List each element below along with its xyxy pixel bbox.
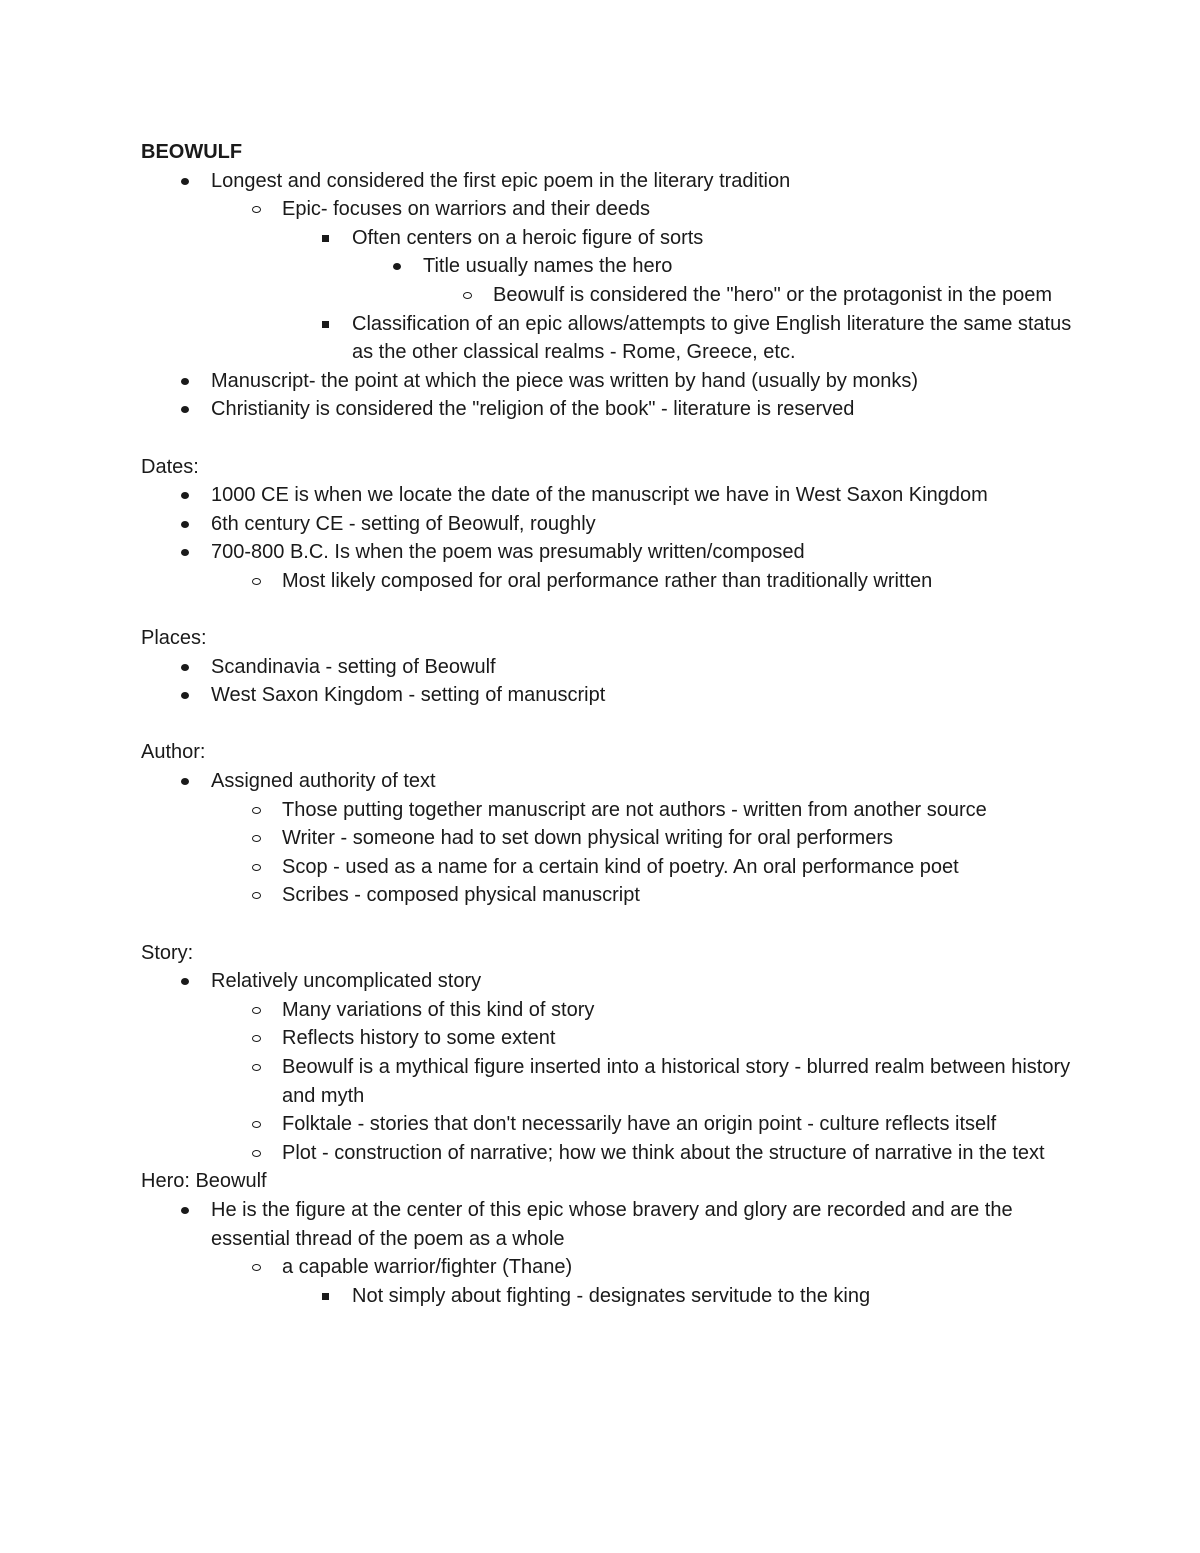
notes-section xyxy=(141,1167,1081,1310)
list-item-text: Many variations of this kind of story xyxy=(282,998,595,1021)
bullet-circle-icon xyxy=(252,1007,261,1014)
list-item xyxy=(141,310,1081,367)
list-item-text: Manuscript- the point at which the piece was written by hand (usually by monks) xyxy=(211,369,919,392)
list-item xyxy=(141,538,1081,567)
notes-section xyxy=(141,453,1081,596)
list-item xyxy=(141,653,1081,682)
list-item xyxy=(141,1139,1081,1168)
list-item xyxy=(141,281,1081,310)
list-item-text: Reflects history to some extent xyxy=(282,1027,556,1050)
bullet-circle-icon xyxy=(463,292,472,299)
bullet-circle-icon xyxy=(252,1035,261,1042)
list-item-text: 1000 CE is when we locate the date of the manuscript we have in West Saxon Kingdom xyxy=(211,484,988,507)
bullet-list xyxy=(141,653,1081,710)
list-item-text: West Saxon Kingdom - setting of manuscript xyxy=(211,684,606,707)
list-item-text: Beowulf is a mythical figure inserted into a historical story - blurred realm between history and myth xyxy=(282,1056,1071,1107)
list-item-text: Relatively uncomplicated story xyxy=(211,970,482,993)
list-item-text: Epic- focuses on warriors and their deeds xyxy=(282,198,650,221)
notes-section xyxy=(141,939,1081,1168)
list-item-text: Writer - someone had to set down physical writing for oral performers xyxy=(282,827,893,850)
list-item-text: He is the figure at the center of this epic whose bravery and glory are recorded and are the essential thread of the poem as a whole xyxy=(211,1198,1013,1250)
bullet-disc-icon xyxy=(393,263,401,270)
list-item-text: Folktale - stories that don't necessarily have an origin point - culture reflects itself xyxy=(282,1113,997,1136)
list-item-text: Scribes - composed physical manuscript xyxy=(282,884,640,907)
list-item xyxy=(141,1253,1081,1282)
list-item xyxy=(141,1282,1081,1311)
bullet-list xyxy=(141,1196,1081,1310)
bullet-list xyxy=(141,767,1081,910)
list-item xyxy=(141,881,1081,910)
list-item xyxy=(141,195,1081,224)
list-item xyxy=(141,367,1081,396)
bullet-circle-icon xyxy=(252,835,261,842)
list-item-text: Scandinavia - setting of Beowulf xyxy=(211,655,496,678)
list-item-text: Classification of an epic allows/attempts to give English literature the same status as the other classical realms - Rome, Greece, etc. xyxy=(352,312,1072,364)
list-item xyxy=(141,567,1081,596)
list-item-text: Those putting together manuscript are not authors - written from another source xyxy=(282,798,987,821)
list-item-text: Title usually names the hero xyxy=(423,255,673,278)
list-item-text: Christianity is considered the "religion of the book" - literature is reserved xyxy=(211,398,855,421)
list-item xyxy=(141,510,1081,539)
bullet-disc-icon xyxy=(181,1207,189,1214)
notes-section xyxy=(141,138,1081,424)
bullet-disc-icon xyxy=(181,778,189,785)
list-item xyxy=(141,224,1081,253)
list-item xyxy=(141,1024,1081,1053)
bullet-circle-icon xyxy=(252,807,261,814)
section-heading: Dates: xyxy=(141,455,199,478)
bullet-circle-icon xyxy=(252,1150,261,1157)
list-item xyxy=(141,1196,1081,1253)
section-heading: Hero: Beowulf xyxy=(141,1170,267,1193)
bullet-square-icon xyxy=(322,235,329,242)
bullet-circle-icon xyxy=(252,206,261,213)
section-heading: BEOWULF xyxy=(141,141,243,163)
bullet-disc-icon xyxy=(181,692,189,699)
list-item xyxy=(141,167,1081,196)
bullet-list xyxy=(141,967,1081,1167)
list-item-text: 6th century CE - setting of Beowulf, roughly xyxy=(211,512,596,535)
bullet-square-icon xyxy=(322,1293,329,1300)
section-heading: Author: xyxy=(141,741,206,764)
list-item xyxy=(141,681,1081,710)
bullet-circle-icon xyxy=(252,864,261,871)
bullet-disc-icon xyxy=(181,178,189,185)
document-body xyxy=(141,138,1081,1310)
bullet-circle-icon xyxy=(252,1264,261,1271)
bullet-circle-icon xyxy=(252,1121,261,1128)
list-item-text: Longest and considered the first epic poem in the literary tradition xyxy=(211,169,791,192)
bullet-disc-icon xyxy=(181,549,189,556)
list-item-text: Scop - used as a name for a certain kind of poetry. An oral performance poet xyxy=(282,855,959,878)
notes-section xyxy=(141,738,1081,910)
section-heading: Places: xyxy=(141,627,207,650)
list-item-text: a capable warrior/fighter (Thane) xyxy=(282,1256,573,1279)
list-item-text: 700-800 B.C. Is when the poem was presumably written/composed xyxy=(211,541,805,564)
list-item xyxy=(141,796,1081,825)
list-item-text: Assigned authority of text xyxy=(211,770,436,793)
bullet-square-icon xyxy=(322,321,329,328)
list-item xyxy=(141,395,1081,424)
list-item xyxy=(141,824,1081,853)
list-item xyxy=(141,967,1081,996)
list-item xyxy=(141,767,1081,796)
list-item xyxy=(141,1053,1081,1110)
list-item-text: Often centers on a heroic figure of sorts xyxy=(352,226,704,249)
list-item xyxy=(141,481,1081,510)
list-item xyxy=(141,996,1081,1025)
list-item xyxy=(141,853,1081,882)
section-heading: Story: xyxy=(141,941,194,964)
bullet-list xyxy=(141,167,1081,424)
bullet-disc-icon xyxy=(181,378,189,385)
list-item-text: Not simply about fighting - designates servitude to the king xyxy=(352,1284,871,1307)
bullet-circle-icon xyxy=(252,1064,261,1071)
list-item-text: Most likely composed for oral performance rather than traditionally written xyxy=(282,569,933,592)
list-item xyxy=(141,252,1081,281)
list-item-text: Plot - construction of narrative; how we think about the structure of narrative in the text xyxy=(282,1141,1045,1164)
bullet-circle-icon xyxy=(252,578,261,585)
bullet-disc-icon xyxy=(181,978,189,985)
list-item xyxy=(141,1110,1081,1139)
bullet-circle-icon xyxy=(252,892,261,899)
bullet-disc-icon xyxy=(181,521,189,528)
bullet-disc-icon xyxy=(181,664,189,671)
bullet-list xyxy=(141,481,1081,595)
bullet-disc-icon xyxy=(181,406,189,413)
bullet-disc-icon xyxy=(181,492,189,499)
notes-section xyxy=(141,624,1081,710)
list-item-text: Beowulf is considered the "hero" or the protagonist in the poem xyxy=(493,283,1052,306)
